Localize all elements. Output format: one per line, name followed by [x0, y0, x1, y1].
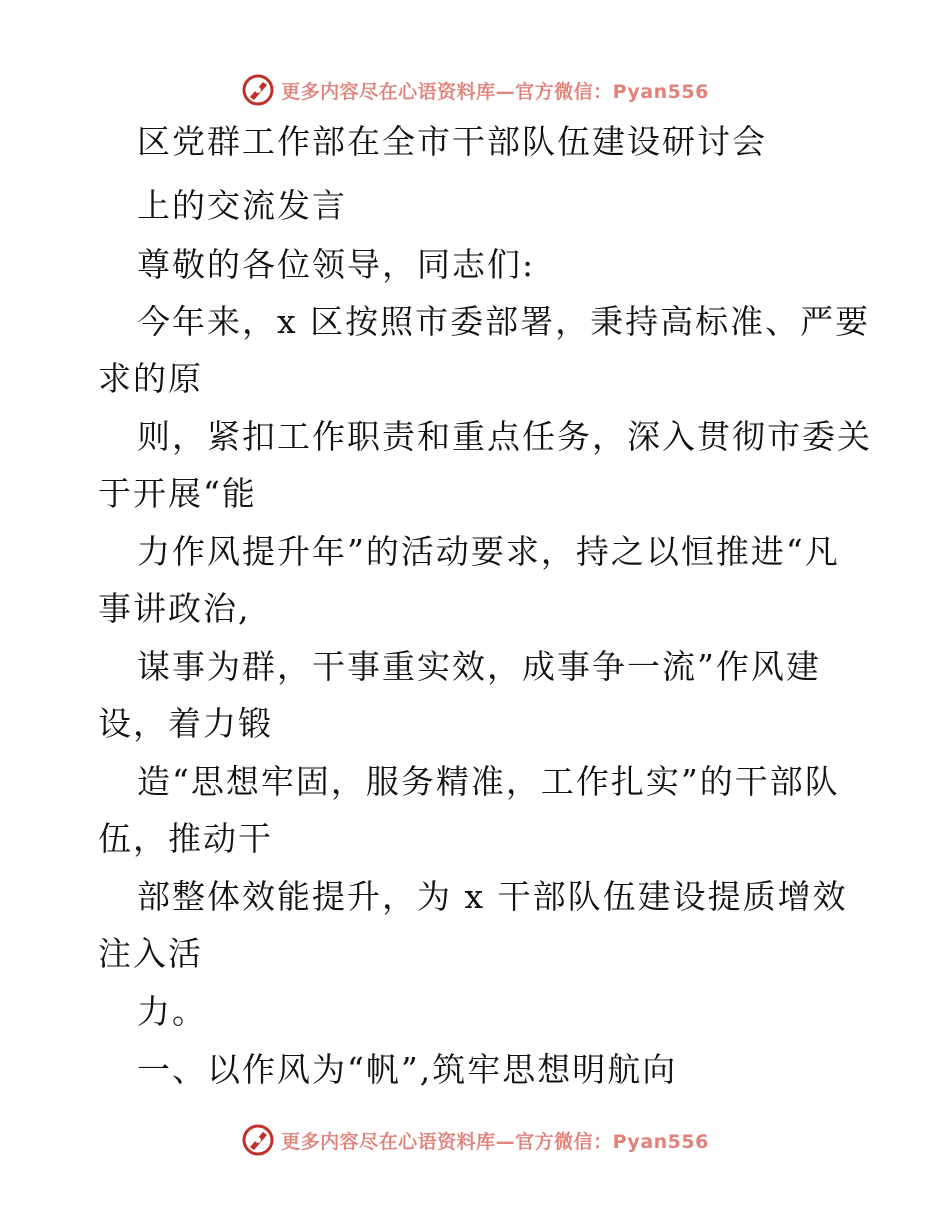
paragraph-line: 谋事为群，干事重实效，成事争一流”作风建 — [137, 647, 821, 686]
paragraph-line: 力。 — [137, 992, 207, 1031]
document-title-line-2: 上的交流发言 — [137, 186, 347, 225]
paragraph-line: 于开展“能 — [98, 474, 257, 513]
pen-circle-logo-icon — [241, 1123, 275, 1157]
watermark-text: 更多内容尽在心语资料库—官方微信：Pyan556 — [281, 80, 709, 103]
paragraph-line: 注入活 — [98, 934, 203, 973]
paragraph-line: 则，紧扣工作职责和重点任务，深入贯彻市委关 — [137, 417, 872, 456]
paragraph-line: 求的原 — [98, 359, 203, 398]
paragraph-line: 力作风提升年”的活动要求，持之以恒推进“凡 — [137, 532, 840, 571]
paragraph-line: 部整体效能提升，为 x 干部队伍建设提质增效 — [137, 877, 848, 916]
salutation: 尊敬的各位领导，同志们: — [137, 245, 536, 284]
paragraph-line: 事讲政治, — [98, 589, 251, 628]
footer-watermark — [0, 1120, 950, 1160]
section-heading: 一、以作风为“帆”,筑牢思想明航向 — [137, 1050, 678, 1089]
watermark-text: 更多内容尽在心语资料库—官方微信：Pyan556 — [281, 1130, 709, 1153]
pen-circle-logo-icon — [241, 73, 275, 107]
header-watermark — [0, 70, 950, 110]
paragraph-line: 今年来，x 区按照市委部署，秉持高标准、严要 — [137, 302, 871, 341]
paragraph-line: 伍，推动干 — [98, 819, 273, 858]
paragraph-line: 设，着力锻 — [98, 704, 273, 743]
paragraph-line: 造“思想牢固，服务精准，工作扎实”的干部队 — [137, 762, 840, 801]
document-title-line-1: 区党群工作部在全市干部队伍建设研讨会 — [137, 122, 767, 161]
